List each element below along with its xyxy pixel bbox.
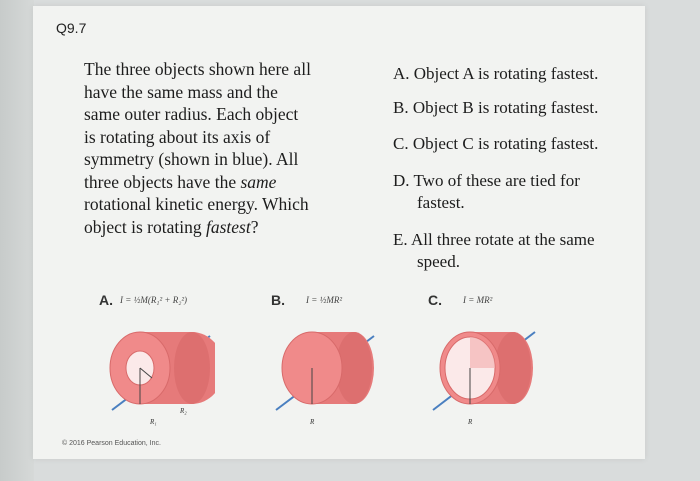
answer-d[interactable] [393, 170, 580, 214]
figure-a-label: A. [99, 292, 113, 308]
figure-b-formula: I = ½MR² [306, 295, 343, 305]
background-edge [0, 0, 34, 481]
answer-c[interactable]: C. Object C is rotating fastest. [393, 134, 599, 153]
answer-e-line1: E. All three rotate at the same [393, 230, 595, 249]
question-line: is rotating about its axis of [84, 126, 271, 147]
question-line: symmetry (shown in blue). All [84, 149, 299, 169]
figure-a-formula: I = ½M(R₁² + R₂²) [120, 295, 188, 305]
question-number: Q9.7 [56, 20, 87, 36]
answer-e[interactable] [393, 229, 595, 273]
question-text-part: three objects have the [84, 171, 241, 192]
answer-d-line2: fastest. [417, 193, 465, 212]
emphasis-fastest: fastest [206, 216, 251, 237]
figure-c-label: C. [428, 292, 442, 308]
answer-d-line1: D. Two of these are tied for [393, 171, 580, 190]
answer-b[interactable]: B. Object B is rotating fastest. [393, 98, 599, 117]
cylinder-a-figure [100, 318, 215, 428]
question-mark: ? [250, 216, 259, 237]
radius-r-label: R [310, 418, 315, 426]
answer-a[interactable]: A. Object A is rotating fastest. [393, 64, 599, 83]
question-line: The three objects shown here all [84, 59, 311, 79]
cylinder-c-figure [425, 318, 545, 428]
question-text [84, 58, 354, 238]
question-line: same outer radius. Each object [84, 104, 299, 124]
cylinder-back [174, 332, 210, 404]
figure-c-formula: I = MR² [463, 295, 493, 305]
radius-r1-label: R₁ [150, 418, 157, 426]
question-line [84, 216, 354, 239]
figure-b-label: B. [271, 292, 285, 308]
question-line: rotational kinetic energy. Which [84, 194, 309, 214]
copyright-notice: © 2016 Pearson Education, Inc. [62, 440, 161, 447]
cylinder-b-figure [262, 318, 382, 428]
radius-r-label: R [468, 418, 473, 426]
question-line [84, 171, 354, 194]
answer-e-line2: speed. [417, 252, 460, 271]
radius-r2-label: R₂ [180, 407, 187, 415]
question-line: have the same mass and the [84, 81, 278, 102]
emphasis-same: same [240, 171, 277, 192]
question-text-part: object is rotating [84, 216, 206, 237]
